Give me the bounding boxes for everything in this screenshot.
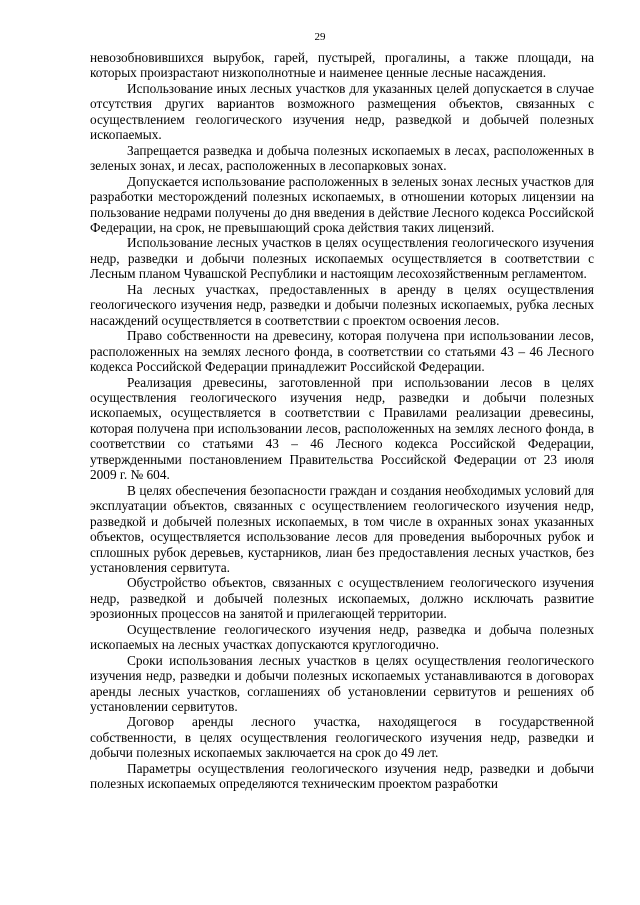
paragraph: Договор аренды лесного участка, находящегося в государственной собственности, в целях осуществления геологического изучения недр, разведки и добычи полезных ископаемых заключается на срок до 49 лет. xyxy=(90,714,594,761)
paragraph: На лесных участках, предоставленных в аренду в целях осуществления геологического изучения недр, разведки и добычи полезных ископаемых, рубка лесных насаждений осуществляется в соответствии с проектом освоения лесов. xyxy=(90,281,594,328)
body-text xyxy=(90,50,594,792)
paragraph: Реализация древесины, заготовленной при использовании лесов в целях осуществления геологического изучения недр, разведки и добычи полезных ископаемых, осуществляется в соответствии с Правилами реализации древесины, которая получена при использовании лесов, расположенных на землях лесного фонда, в соответствии со статьями 43 – 46 Лесного кодекса Российской Федерации, утвержденными постановлением Правительства Российской Федерации от 23 июля 2009 г. № 604. xyxy=(90,374,594,483)
paragraph: Использование лесных участков в целях осуществления геологического изучения недр, разведки и добычи полезных ископаемых осуществляется в соответствии с Лесным планом Чувашской Республики и настоящим лесохозяйственным регламентом. xyxy=(90,235,594,282)
paragraph-continued: невозобновившихся вырубок, гарей, пустырей, прогалины, а также площади, на которых произрастают низкополнотные и наименее ценные лесные насаждения. xyxy=(90,50,594,81)
paragraph: Обустройство объектов, связанных с осуществлением геологического изучения недр, разведкой и добычей полезных ископаемых, должно исключать развитие эрозионных процессов на занятой и прилегающей территории. xyxy=(90,575,594,622)
paragraph: Допускается использование расположенных в зеленых зонах лесных участков для разработки месторождений полезных ископаемых, в отношении которых лицензии на пользование недрами получены до дня введения в действие Лесного кодекса Российской Федерации, на срок, не превышающий срока действия таких лицензий. xyxy=(90,173,594,235)
paragraph: В целях обеспечения безопасности граждан и создания необходимых условий для эксплуатации объектов, связанных с осуществлением геологического изучения недр, разведкой и добычей полезных ископаемых, в том числе в охранных зонах указанных объектов, осуществляется использование лесов для проведения выборочных рубок и сплошных рубок деревьев, кустарников, лиан без предоставления лесных участков, без установления сервитута. xyxy=(90,482,594,575)
page-number: 29 xyxy=(314,31,326,43)
paragraph: Сроки использования лесных участков в целях осуществления геологического изучения недр, разведки и добычи полезных ископаемых устанавливаются в договорах аренды лесных участков, соглашениях об установлении сервитутов и решениях об установлении сервитутов. xyxy=(90,652,594,715)
paragraph: Параметры осуществления геологического изучения недр, разведки и добычи полезных ископаемых определяются техническим проектом разработки xyxy=(90,760,594,792)
paragraph: Запрещается разведка и добыча полезных ископаемых в лесах, расположенных в зеленых зонах, и лесах, расположенных в лесопарковых зонах. xyxy=(90,142,594,174)
paragraph: Осуществление геологического изучения недр, разведка и добыча полезных ископаемых на лесных участках допускаются круглогодично. xyxy=(90,621,594,653)
paragraph: Использование иных лесных участков для указанных целей допускается в случае отсутствия других вариантов возможного размещения объектов, связанных с осуществлением геологического изучения недр, разведкой и добычей полезных ископаемых. xyxy=(90,80,594,143)
paragraph: Право собственности на древесину, которая получена при использовании лесов, расположенных на землях лесного фонда, в соответствии со статьями 43 – 46 Лесного кодекса Российской Федерации принадлежит Российской Федерации. xyxy=(90,328,594,375)
